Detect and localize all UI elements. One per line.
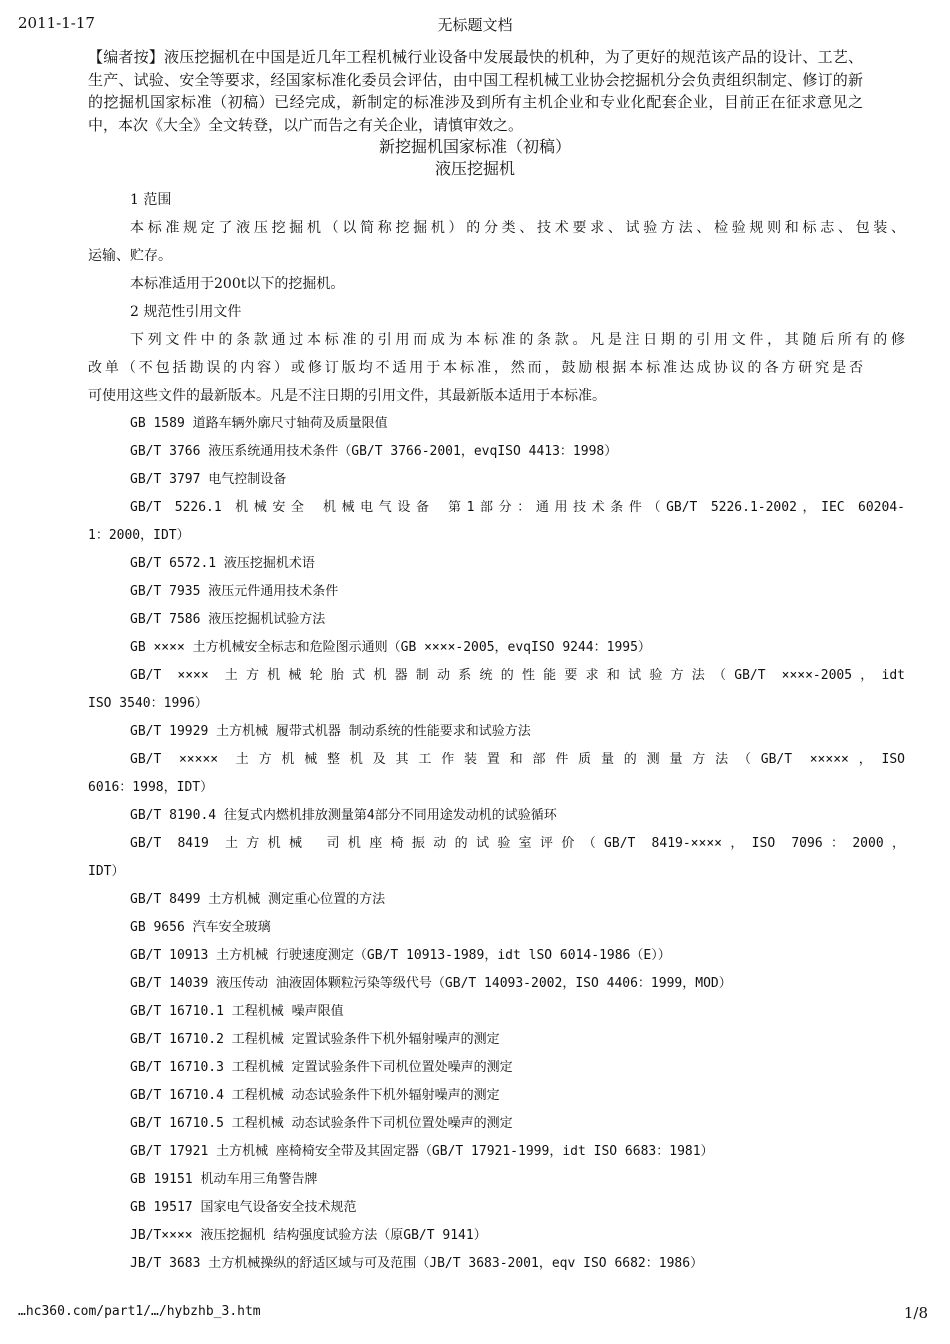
reference-line: IDT） bbox=[88, 864, 125, 879]
reference-line: GB/T 7935 液压元件通用技术条件 bbox=[130, 584, 339, 599]
reference-line: GB/T 3797 电气控制设备 bbox=[130, 472, 287, 487]
reference-line: GB 9656 汽车安全玻璃 bbox=[130, 920, 271, 935]
reference-line: GB 1589 道路车辆外廓尺寸轴荷及质量限值 bbox=[130, 416, 388, 431]
header-date: 2011-1-17 bbox=[18, 14, 95, 32]
reference-line: GB 19151 机动车用三角警告牌 bbox=[130, 1172, 318, 1187]
footer-page-number: 1/8 bbox=[903, 1304, 928, 1322]
body-line: 可使用这些文件的最新版本。凡是不注日期的引用文件，其最新版本适用于本标准。 bbox=[88, 388, 606, 404]
reference-line: GB/T ×××× 土方机械轮胎式机器制动系统的性能要求和试验方法（GB/T ××××-2005，idt bbox=[130, 668, 905, 683]
document-subtitle: 液压挖掘机 bbox=[434, 159, 515, 178]
header-title: 无标题文档 bbox=[437, 16, 513, 34]
body-line: 运输、贮存。 bbox=[88, 248, 172, 264]
reference-line: GB/T 16710.5 工程机械 动态试验条件下司机位置处噪声的测定 bbox=[130, 1116, 513, 1131]
reference-line: GB 19517 国家电气设备安全技术规范 bbox=[130, 1200, 357, 1215]
body-line: 本标准适用于200t以下的挖掘机。 bbox=[130, 276, 345, 292]
body-line: 改单（不包括勘误的内容）或修订版均不适用于本标准，然而，鼓励根据本标准达成协议的各方研究是否 bbox=[88, 360, 863, 376]
section-heading-references: 2 规范性引用文件 bbox=[130, 304, 242, 320]
reference-line: JB/T 3683 土方机械操纵的舒适区域与可及范围（JB/T 3683-2001，eqv ISO 6682：1986） bbox=[130, 1256, 704, 1271]
reference-line: 1：2000，IDT） bbox=[88, 528, 190, 543]
reference-line: GB/T 8499 土方机械 测定重心位置的方法 bbox=[130, 892, 386, 907]
document-title: 新挖掘机国家标准（初稿） bbox=[378, 137, 571, 156]
reference-line: GB/T 8190.4 往复式内燃机排放测量第4部分不同用途发动机的试验循环 bbox=[130, 808, 557, 823]
reference-line: GB/T 7586 液压挖掘机试验方法 bbox=[130, 612, 326, 627]
reference-line: GB/T 8419 土方机械 司机座椅振动的试验室评价（GB/T 8419-××××，ISO 7096：2000， bbox=[130, 836, 905, 851]
reference-line: GB/T 6572.1 液压挖掘机术语 bbox=[130, 556, 315, 571]
reference-line: GB/T 14039 液压传动 油液固体颗粒污染等级代号（GB/T 14093-2002，ISO 4406：1999，MOD） bbox=[130, 976, 732, 991]
reference-line: GB/T 10913 土方机械 行驶速度测定（GB/T 10913-1989，idt lSO 6014-1986（E）） bbox=[130, 948, 671, 963]
reference-line: GB/T 3766 液压系统通用技术条件（GB/T 3766-2001，evqISO 4413：1998） bbox=[130, 444, 618, 459]
body-line: 下列文件中的条款通过本标准的引用而成为本标准的条款。凡是注日期的引用文件，其随后所有的修 bbox=[130, 332, 905, 348]
reference-line: GB/T 5226.1 机械安全 机械电气设备 第1部分：通用技术条件（GB/T 5226.1-2002，IEC 60204- bbox=[130, 500, 905, 515]
reference-line: GB/T 16710.4 工程机械 动态试验条件下机外辐射噪声的测定 bbox=[130, 1088, 500, 1103]
reference-line: GB/T ××××× 土方机械整机及其工作装置和部件质量的测量方法（GB/T ×××××，ISO bbox=[130, 752, 905, 767]
editor-note bbox=[88, 46, 863, 136]
reference-line: GB/T 19929 土方机械 履带式机器 制动系统的性能要求和试验方法 bbox=[130, 724, 531, 739]
reference-line: ISO 3540：1996） bbox=[88, 696, 208, 711]
reference-line: JB/T×××× 液压挖掘机 结构强度试验方法（原GB/T 9141） bbox=[130, 1228, 487, 1243]
reference-line: GB/T 17921 土方机械 座椅椅安全带及其固定器（GB/T 17921-1999，idt ISO 6683：1981） bbox=[130, 1144, 714, 1159]
reference-line: GB ×××× 土方机械安全标志和危险图示通则（GB ××××-2005，evqISO 9244：1995） bbox=[130, 640, 651, 655]
footer-url: …hc360.com/part1/…/hybzhb_3.htm bbox=[18, 1304, 261, 1319]
reference-line: 6016：1998，IDT） bbox=[88, 780, 214, 795]
section-heading-scope: 1 范围 bbox=[130, 192, 172, 208]
reference-line: GB/T 16710.2 工程机械 定置试验条件下机外辐射噪声的测定 bbox=[130, 1032, 500, 1047]
editor-note-text: 【编者按】液压挖掘机在中国是近几年工程机械行业设备中发展最快的机种，为了更好的规范该产品的设计、工艺、生产、试验、安全等要求，经国家标准化委员会评估，由中国工程机械工业协会挖掘机分会负责组织制定、修订的新的挖掘机国家标准（初稿）已经完成，新制定的标准涉及到所有主机企业和专业化配套企业，目前正在征求意见之中，本次《大全》全文转登，以广而告之有关企业，请慎审效之。 bbox=[88, 48, 863, 134]
reference-line: GB/T 16710.3 工程机械 定置试验条件下司机位置处噪声的测定 bbox=[130, 1060, 513, 1075]
reference-line: GB/T 16710.1 工程机械 噪声限值 bbox=[130, 1004, 344, 1019]
body-line: 本标准规定了液压挖掘机（以简称挖掘机）的分类、技术要求、试验方法、检验规则和标志、包装、 bbox=[130, 220, 905, 236]
